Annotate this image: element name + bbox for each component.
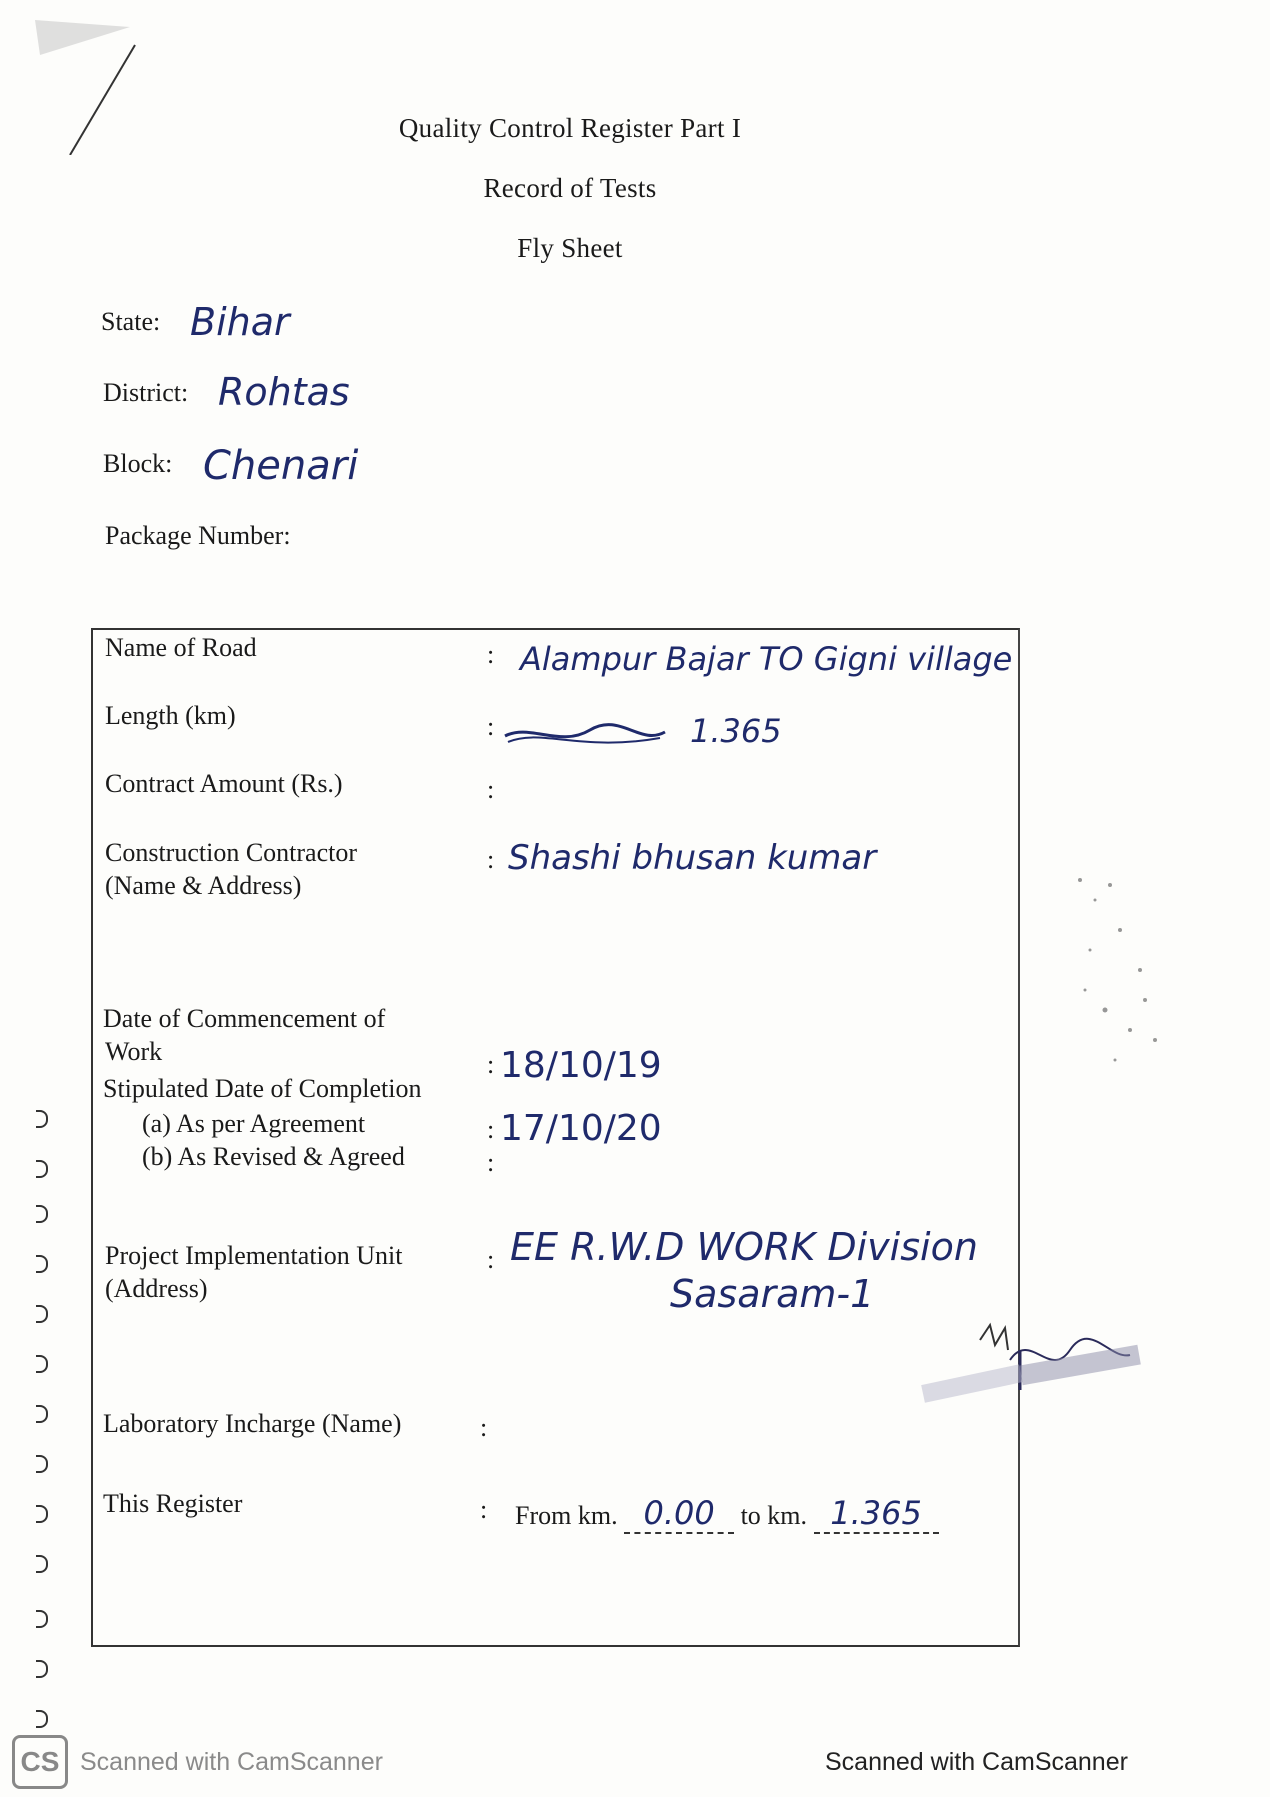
binding-mark xyxy=(36,1355,48,1373)
commencement-value: 18/10/19 xyxy=(500,1045,662,1086)
binding-mark xyxy=(36,1660,48,1678)
lab-incharge-label: Laboratory Incharge (Name) xyxy=(103,1409,402,1438)
register-title: Quality Control Register Part I xyxy=(398,113,742,143)
colon: : xyxy=(487,640,495,669)
agreement-value: 17/10/20 xyxy=(500,1108,662,1149)
binding-mark xyxy=(36,1610,48,1628)
piu-label: Project Implementation Unit xyxy=(105,1241,403,1270)
register-from-label: From km. xyxy=(515,1501,618,1530)
signature-stamp xyxy=(920,1320,1150,1420)
footer-watermark-left: Scanned with CamScanner xyxy=(80,1748,383,1776)
block-label: Block: xyxy=(103,449,173,478)
district-label: District: xyxy=(103,378,189,407)
commencement-label: Date of Commencement of xyxy=(103,1004,386,1033)
package-number-label: Package Number: xyxy=(105,521,291,550)
agreement-label: (a) As per Agreement xyxy=(142,1109,366,1138)
scan-noise xyxy=(1060,860,1200,1100)
camscanner-logo: CS xyxy=(12,1735,68,1789)
length-label: Length (km) xyxy=(105,701,236,730)
contractor-label: Construction Contractor xyxy=(105,838,358,867)
colon: : xyxy=(480,1413,488,1442)
piu-value: EE R.W.D WORK Division xyxy=(510,1225,978,1269)
name-of-road-label: Name of Road xyxy=(105,633,257,662)
colon: : xyxy=(487,712,495,741)
length-value: 1.365 xyxy=(690,712,782,750)
revised-label: (b) As Revised & Agreed xyxy=(142,1142,405,1171)
piu-value-line2: Sasaram-1 xyxy=(670,1272,875,1316)
state-label: State: xyxy=(101,307,161,336)
name-of-road-value: Alampur Bajar TO Gigni village xyxy=(520,640,1013,678)
block-value: Chenari xyxy=(203,443,359,489)
binding-mark xyxy=(36,1405,48,1423)
binding-mark xyxy=(36,1305,48,1323)
binding-mark xyxy=(36,1110,48,1128)
contract-amount-label: Contract Amount (Rs.) xyxy=(105,769,343,798)
contractor-value: Shashi bhusan kumar xyxy=(508,838,877,878)
colon: : xyxy=(487,1115,495,1144)
stipulated-completion-label: Stipulated Date of Completion xyxy=(103,1074,422,1103)
binding-mark xyxy=(36,1710,48,1728)
footer-watermark-right: Scanned with CamScanner xyxy=(825,1748,1128,1776)
district-value: Rohtas xyxy=(218,370,350,414)
colon: : xyxy=(487,1050,495,1079)
binding-mark xyxy=(36,1455,48,1473)
state-value: Bihar xyxy=(190,300,290,344)
register-range xyxy=(515,1494,939,1534)
colon: : xyxy=(487,1245,495,1274)
binding-mark xyxy=(36,1505,48,1523)
this-register-label: This Register xyxy=(103,1489,243,1518)
register-sheet-type: Fly Sheet xyxy=(517,233,623,263)
piu-sublabel: (Address) xyxy=(105,1274,208,1303)
colon: : xyxy=(487,845,495,874)
register-to-value: 1.365 xyxy=(814,1494,939,1534)
binding-mark xyxy=(36,1160,48,1178)
struck-out-text xyxy=(500,718,670,754)
register-to-label: to km. xyxy=(740,1501,808,1530)
register-from-value: 0.00 xyxy=(624,1494,734,1534)
commencement-sublabel: Work xyxy=(105,1037,163,1066)
binding-mark xyxy=(36,1205,48,1223)
contractor-sublabel: (Name & Address) xyxy=(105,871,302,900)
colon: : xyxy=(487,775,495,804)
binding-mark xyxy=(36,1555,48,1573)
colon: : xyxy=(480,1495,488,1524)
register-subtitle: Record of Tests xyxy=(483,173,657,203)
binding-mark xyxy=(36,1255,48,1273)
colon: : xyxy=(487,1148,495,1177)
